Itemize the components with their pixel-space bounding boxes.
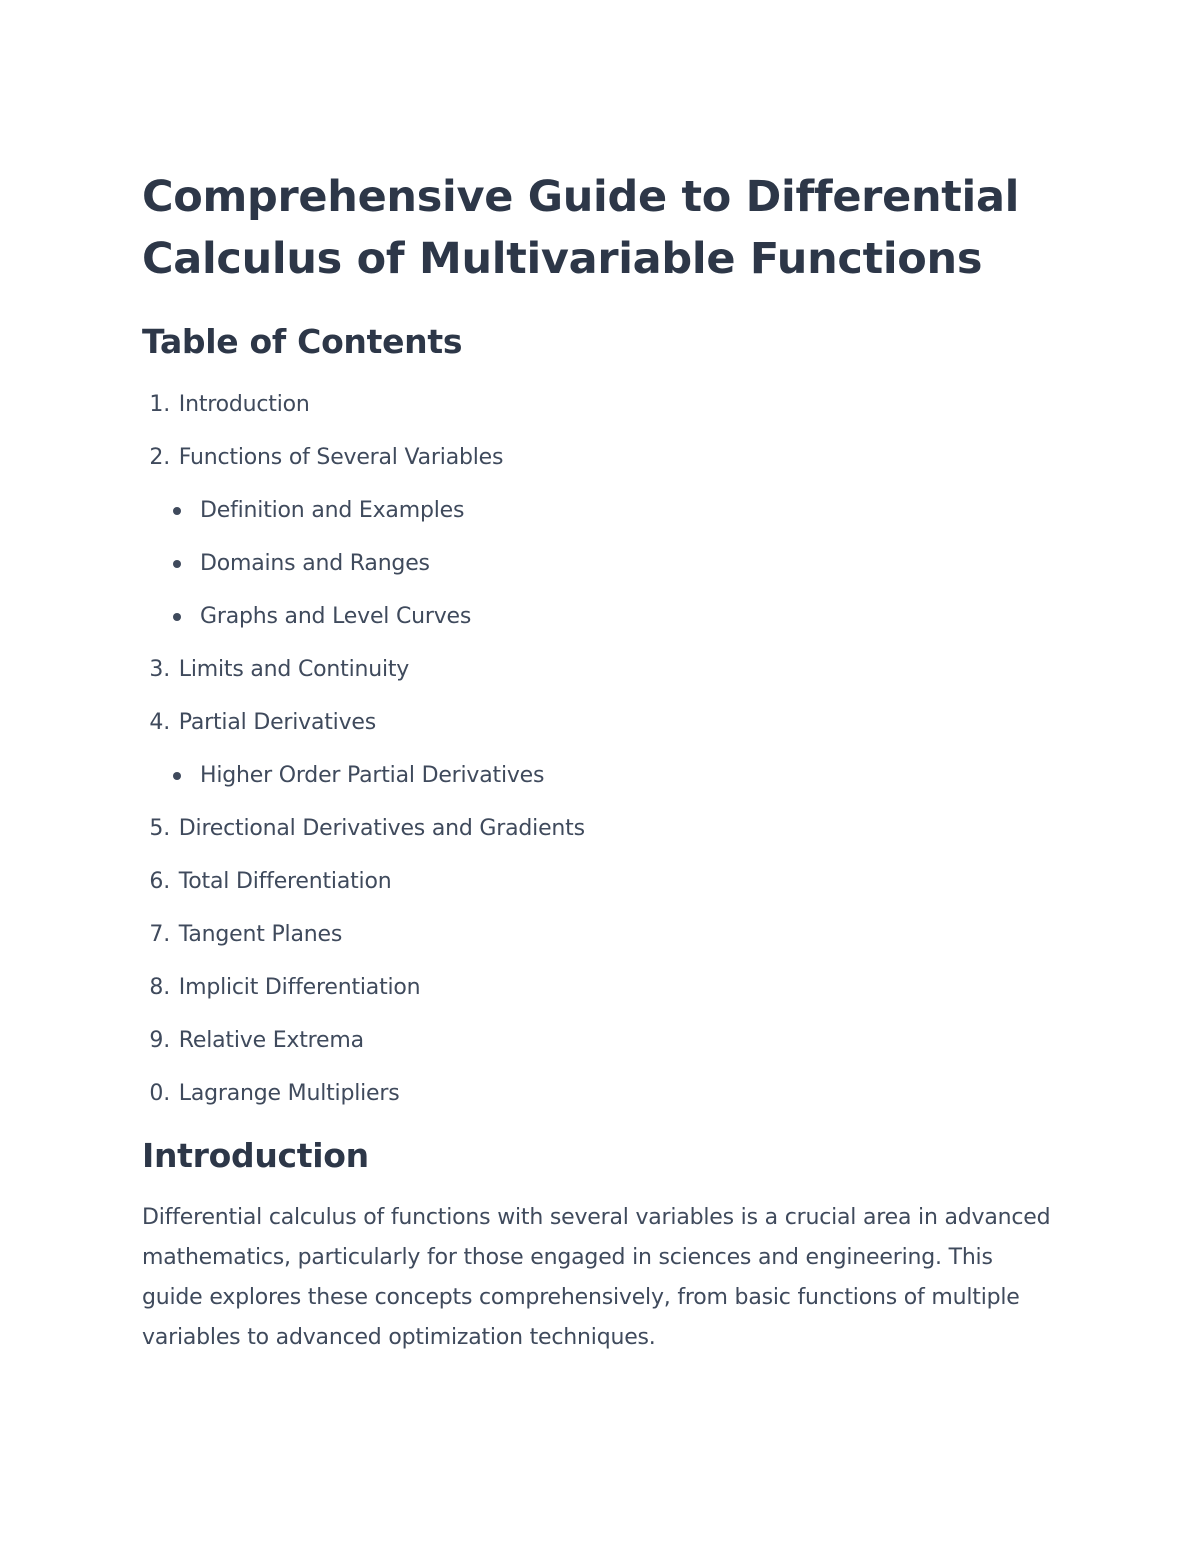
toc-subitem[interactable] [200,498,1060,524]
toc-subitem[interactable] [200,551,1060,577]
toc-item-number: 7. [149,922,170,947]
toc-heading: Table of Contents [142,322,463,361]
toc-item[interactable] [142,869,1060,895]
bullet-icon [173,507,181,515]
page-title: Comprehensive Guide to Differential Calculus of Multivariable Functions [142,172,1020,284]
toc-sublist [142,763,1060,789]
toc-item-label: Tangent Planes [178,922,343,947]
toc-item-number: 2. [149,445,170,470]
intro-paragraph: Differential calculus of functions with several variables is a crucial area in advanced mathematics, particularly for those engaged in sciences and engineering. This guide explores these concepts comprehensively, from basic functions of multiple variables to advanced optimization techniques. [142,1205,1051,1350]
toc-item-number: 4. [149,710,170,735]
toc-subitem-label: Domains and Ranges [200,551,430,576]
toc-subitem-label: Graphs and Level Curves [200,604,472,629]
toc-item-label: Partial Derivatives [178,710,377,735]
toc-subitem[interactable] [200,763,1060,789]
bullet-icon [173,772,181,780]
table-of-contents [142,392,1060,1107]
toc-item[interactable] [142,710,1060,789]
toc-item-label: Limits and Continuity [178,657,410,682]
toc-item-label: Directional Derivatives and Gradients [178,816,585,841]
toc-subitem-label: Definition and Examples [200,498,465,523]
toc-item[interactable] [142,445,1060,630]
bullet-icon [173,560,181,568]
toc-item[interactable] [142,975,1060,1001]
toc-item[interactable] [142,392,1060,418]
toc-item-label: Lagrange Multipliers [178,1081,400,1106]
toc-item[interactable] [142,816,1060,842]
toc-item-label: Total Differentiation [178,869,392,894]
toc-item[interactable] [142,1028,1060,1054]
toc-item-label: Introduction [178,392,310,417]
bullet-icon [173,613,181,621]
toc-item[interactable] [142,922,1060,948]
toc-item-number: 6. [149,869,170,894]
toc-item-number: 1. [149,392,170,417]
toc-item-number: 5. [149,816,170,841]
toc-item[interactable] [142,1081,1060,1107]
toc-item-label: Functions of Several Variables [178,445,504,470]
toc-item-label: Implicit Differentiation [178,975,421,1000]
section-heading-introduction: Introduction [142,1136,369,1175]
toc-item-number: 0. [149,1081,170,1106]
toc-item[interactable] [142,657,1060,683]
toc-item-label: Relative Extrema [178,1028,364,1053]
toc-item-number: 8. [149,975,170,1000]
toc-item-number: 3. [149,657,170,682]
toc-sublist [142,498,1060,630]
toc-subitem[interactable] [200,604,1060,630]
toc-subitem-label: Higher Order Partial Derivatives [200,763,545,788]
toc-item-number: 9. [149,1028,170,1053]
